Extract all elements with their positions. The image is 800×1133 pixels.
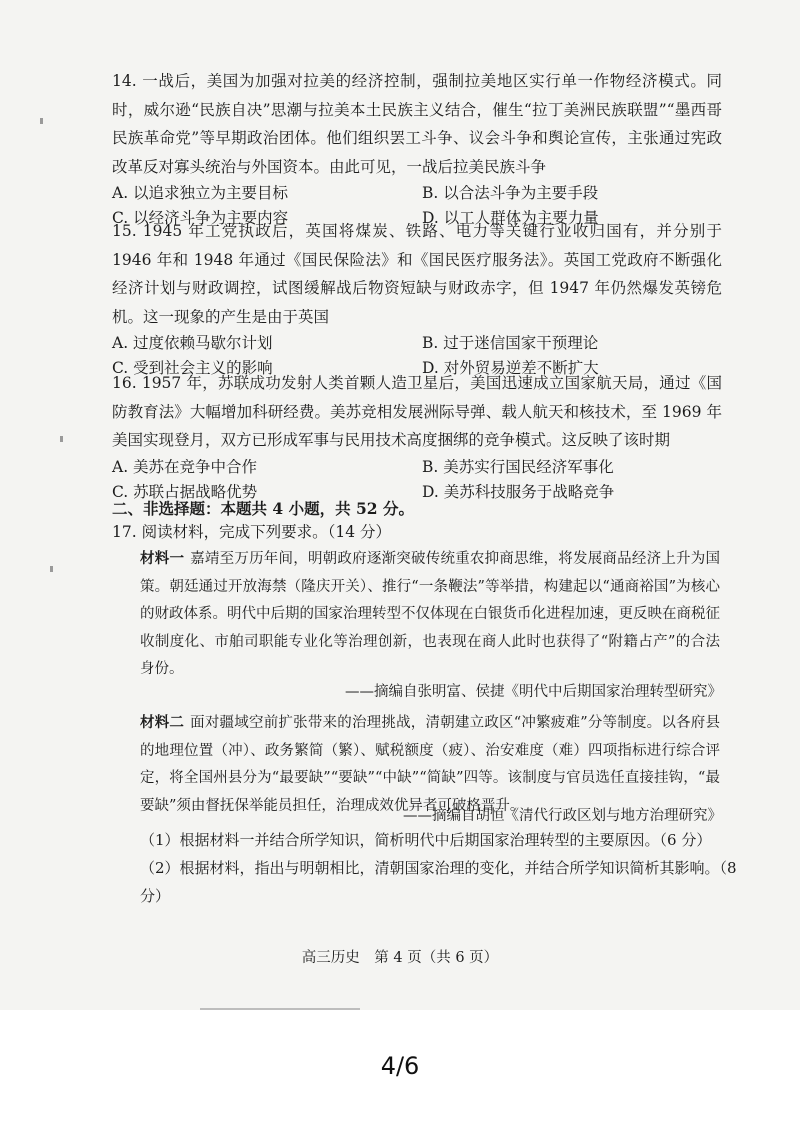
- question-17-subquestions: [140, 826, 740, 910]
- scan-mark: [40, 118, 43, 124]
- page-footer: 高三历史 第 4 页（共 6 页）: [301, 950, 499, 966]
- question-14-stem: 14. 一战后，美国为加强对拉美的经济控制，强制拉美地区实行单一作物经济模式。同时，威尔逊“民族自决”思潮与拉美本土民族主义结合，催生“拉丁美洲民族联盟”“墨西哥民族革命党”等早期政治团体。他们组织罢工斗争、议会斗争和舆论宣传，主张通过宪政改革反对寡头统治与外国资本。由此可见，一战后拉美民族斗争: [112, 72, 722, 176]
- question-15: [112, 217, 722, 381]
- option-b: B. 过于迷信国家干预理论: [422, 334, 599, 352]
- section-heading: 二、非选择题：本题共 4 小题，共 52 分。: [112, 499, 414, 518]
- material-1-source: ——摘编自张明富、侯捷《明代中后期国家治理转型研究》: [345, 684, 722, 700]
- option-c: C. 苏联占据战略优势: [112, 482, 258, 501]
- option-b: B. 以合法斗争为主要手段: [422, 184, 599, 202]
- option-d: D. 以工人群体为主要力量: [422, 209, 599, 227]
- material-2-text: 面对疆域空前扩张带来的治理挑战，清朝建立政区“冲繁疲难”分等制度。以各府县的地理位置（冲）、政务繁简（繁）、赋税额度（疲）、治安难度（难）四项指标进行综合评定，将全国州县分为“最要缺”“要缺”“中缺”“简缺”四等。该制度与官员选任直接挂钩，“最要缺”须由督抚保举能员担任，治理成效优异者可破格晋升。: [140, 715, 721, 814]
- option-c: C. 受到社会主义的影响: [112, 359, 273, 377]
- scan-mark: [50, 566, 53, 572]
- question-16: [112, 369, 722, 505]
- option-b: B. 美苏实行国民经济军事化: [422, 457, 614, 476]
- option-a: A. 过度依赖马歇尔计划: [112, 334, 273, 352]
- material-2-label: 材料二: [140, 714, 185, 731]
- question-14: [112, 67, 722, 231]
- option-a: A. 美苏在竞争中合作: [112, 457, 258, 476]
- question-16-stem: 16. 1957 年，苏联成功发射人类首颗人造卫星后，美国迅速成立国家航天局，通过《国防教育法》大幅增加科研经费。美苏竞相发展洲际导弹、载人航天和核技术，至 1969 年美国实现登月，双方已形成军事与民用技术高度捆绑的竞争模式。这反映了该时期: [112, 374, 722, 449]
- material-1-text: 嘉靖至万历年间，明朝政府逐渐突破传统重农抑商思维，将发展商品经济上升为国策。朝廷通过开放海禁（隆庆开关）、推行“一条鞭法”等举措，构建起以“通商裕国”为核心的财政体系。明代中后期的国家治理转型不仅体现在白银货币化进程加速，更反映在商税征收制度化、市舶司职能专业化等治理创新，也表现在商人此时也获得了“附籍占产”的合法身份。: [140, 551, 720, 677]
- scan-mark: [60, 436, 63, 442]
- material-1-label: 材料一: [140, 550, 185, 567]
- question-17-stem: 17. 阅读材料，完成下列要求。（14 分）: [112, 523, 391, 541]
- material-1: [140, 545, 720, 684]
- option-d: D. 美苏科技服务于战略竞争: [422, 482, 615, 501]
- subquestion-2: （2）根据材料，指出与明朝相比，清朝国家治理的变化，并结合所学知识简析其影响。（8 分）: [140, 859, 737, 905]
- question-15-stem: 15. 1945 年工党执政后，英国将煤炭、铁路、电力等关键行业收归国有，并分别于 1946 年和 1948 年通过《国民保险法》和《国民医疗服务法》。英国工党政府不断强化经济计划与财政调控，试图缓解战后物资短缺与财政赤字，但 1947 年仍然爆发英镑危机。这一现象的产生是由于英国: [112, 222, 722, 326]
- option-d: D. 对外贸易逆差不断扩大: [422, 359, 599, 377]
- subquestion-1: （1）根据材料一并结合所学知识，简析明代中后期国家治理转型的主要原因。（6 分）: [140, 831, 712, 849]
- option-a: A. 以追求独立为主要目标: [112, 184, 289, 202]
- scan-line: [200, 1008, 360, 1010]
- page-indicator: 4/6: [380, 1052, 420, 1080]
- material-2-source: ——摘编自胡恒《清代行政区划与地方治理研究》: [403, 808, 722, 824]
- option-c: C. 以经济斗争为主要内容: [112, 209, 289, 227]
